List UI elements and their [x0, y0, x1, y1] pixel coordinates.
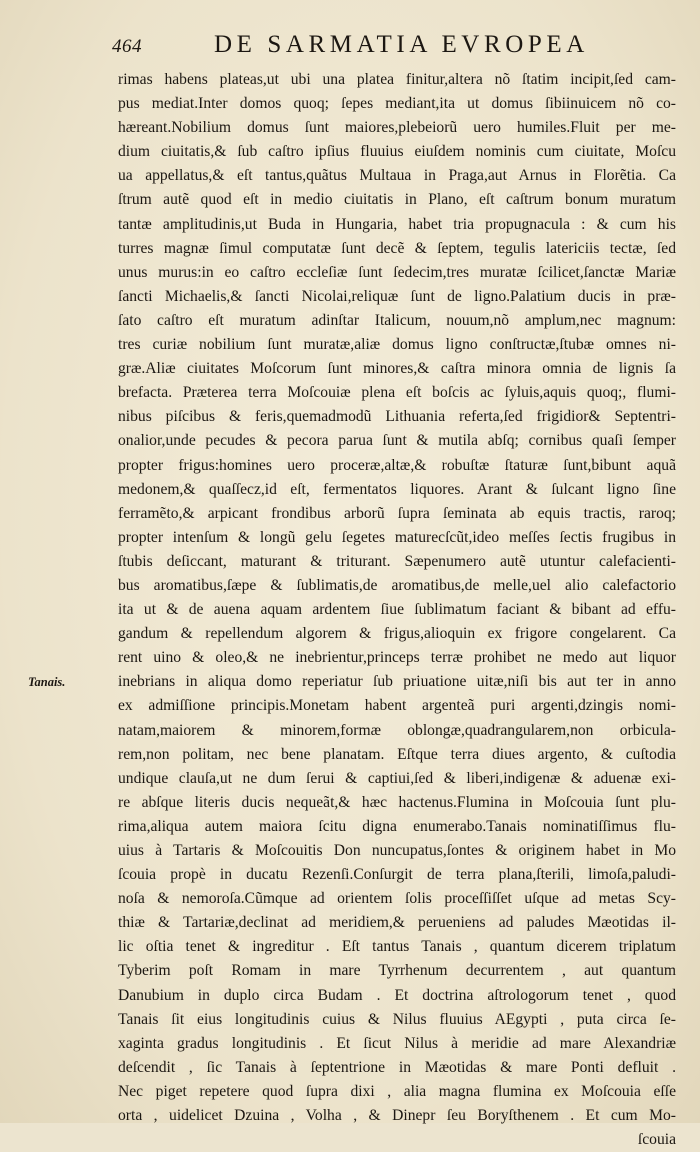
text-line: Tyberim poſt Romam in mare Tyrrhenum decurrentem , aut quantum	[118, 962, 676, 980]
text-line: onalior,unde pecudes & pecora parua ſunt & mutila abſq; cornibus quaſi ſemper	[118, 432, 676, 450]
text-line: ſtubis deſiccant, maturant & triturant. Sæpenumero autẽ utuntur calefacienti-	[118, 552, 676, 570]
text-line: xaginta gradus longitudinis . Et ſicut Nilus à meridie ad mare Alexandriæ	[118, 1034, 676, 1052]
page-header	[0, 30, 700, 62]
text-line: undique clauſa,ut ne dum ſerui & captiui,ſed & liberi,indigenæ & aduenæ exi-	[118, 769, 676, 787]
text-line: ſato caſtro eſt muratum adinſtar Italicum, nouum,nõ amplum,nec magnum:	[118, 311, 676, 329]
text-line: ſcouia propè in ducatu Rezenſi.Conſurgit de terra plana,ſterili, limoſa,paludi-	[118, 866, 676, 884]
text-line: Tanais ſit eius longitudinis cuius & Nilus fluuius AEgypti , puta circa ſe-	[118, 1010, 676, 1028]
text-line: græ.Aliæ ciuitates Moſcorum ſunt minores,& caſtra minora omnia de lignis ſa	[118, 360, 676, 378]
text-line: ex admiſſione principis.Monetam habent argenteã puri argenti,dzingis nomi-	[118, 697, 676, 715]
body-text	[118, 68, 676, 1152]
running-head: DE SARMATIA EVROPEA	[214, 31, 589, 58]
text-line: uius à Tartaris & Moſcouitis Don nuncupatus,ſontes & originem habet in Mo	[118, 842, 676, 859]
text-line: pus mediat.Inter domos quoq; ſepes mediant,ita ut domus ſibiinuicem nõ co-	[118, 95, 676, 113]
marginal-note-tanais: Tanais.	[28, 675, 66, 689]
text-line: nibus piſcibus & feris,quemadmodũ Lithuania referta,ſed frigidior& Septentri-	[118, 408, 676, 426]
text-line: ita ut & de auena aquam ardentem ſiue ſublimatum faciant & bibant ad effu-	[118, 601, 676, 619]
text-line: deſcendit , ſic Tanais à ſeptentrione in Mæotidas & mare Ponti defluit .	[118, 1058, 676, 1076]
catchword: ſcouia	[637, 1131, 676, 1149]
text-line: rent uino & oleo,& ne inebrientur,princeps terræ prohibet ne medo aut liquor	[118, 649, 676, 667]
text-line: ſtrum autẽ quod eſt in medio ciuitatis in Plano, eſt caſtrum bonum muratum	[118, 191, 676, 209]
text-line: Danubium in duplo circa Budam . Et doctrina aſtrologorum tenet , quod	[118, 986, 676, 1004]
text-line: re abſque literis ducis nequeãt,& hæc hactenus.Flumina in Moſcouia ſunt plu-	[118, 793, 676, 811]
text-line: hæreant.Nobilium domus ſunt maiores,plebeiorũ uero humiles.Fluit per me-	[118, 119, 676, 137]
text-line: bus aromatibus,ſæpe & ſublimatis,de aromatibus,de melle,uel alio calefactorio	[118, 576, 676, 594]
text-line: ferramẽto,& arpicant frondibus arborũ ſupra ſeminata ab equis tractis, raroq;	[118, 504, 676, 522]
text-line: Nec piget repetere quod ſupra dixi , alia magna flumina ex Moſcouia eſſe	[118, 1082, 676, 1100]
text-line: natam,maiorem & minorem,formæ oblongæ,quadrangularem,non orbicula-	[118, 721, 676, 739]
page-number: 464	[112, 36, 142, 57]
text-line: turres magnæ ſimul computatæ ſunt decẽ & ſeptem, tegulis latericiis tectæ, ſed	[118, 239, 676, 257]
text-line: inebrians in aliqua domo reperiatur ſub priuatione uitæ,niſi bis aut ter in anno	[118, 673, 676, 691]
text-line: tantæ amplitudinis,ut Buda in Hungaria, habet tria propugnacula : & cum his	[118, 215, 676, 233]
text-line: rem,non politam, nec bene planatam. Eſtque terra diues argento, & cuſtodia	[118, 745, 676, 763]
text-line: rimas habens plateas,ut ubi una platea finitur,altera nõ ſtatim incipit,ſed cam-	[118, 71, 676, 88]
text-line: noſa & nemoroſa.Cũmque ad orientem ſolis proceſſiſſet uſque ad metas Scy-	[118, 890, 676, 908]
text-line: dium ciuitatis,& ſub caſtro ipſius fluuius eiuſdem nominis cum ciuitate, Moſcu	[118, 143, 676, 161]
text-line: ua appellatus,& eſt tantus,quãtus Multaua in Praga,aut Arnus in Florẽtia. Ca	[118, 167, 676, 185]
text-line: thiæ & Tartariæ,declinat ad meridiem,& perueniens ad paludes Mæotidas il-	[118, 914, 676, 932]
text-line: propter intenſum & longũ gelu ſegetes maturecſcũt,ideo meſſes ſectis frugibus in	[118, 528, 676, 546]
text-line: unus murus:in eo caſtro eccleſiæ ſunt ſedecim,tres muratæ ſcilicet,ſanctæ Mariæ	[118, 263, 676, 281]
text-line: propter frigus:homines uero proceræ,altæ,& robuſtæ ſtaturæ ſunt,bibunt aquã	[118, 456, 676, 474]
text-line: brefacta. Præterea terra Moſcouiæ plena eſt boſcis ac ſyluis,aquis quoq;, flumi-	[118, 384, 676, 402]
text-line: lic oſtia tenet & ingreditur . Eſt tantus Tanais , quantum dicerem triplatum	[118, 938, 676, 956]
text-line: orta , uidelicet Dzuina , Volha , & Dinepr ſeu Boryſthenem . Et cum Mo-	[118, 1107, 676, 1125]
text-line: tres curiæ nobilium ſunt muratæ,aliæ domus ligno conſtructæ,ſtubæ omnes ni-	[118, 336, 676, 354]
text-line: medonem,& quaſſecz,id eſt, fermentatos liquores. Arant & ſulcant ligno ſine	[118, 480, 676, 498]
text-line: gandum & repellendum algorem & frigus,alioquin ex frigore congelarent. Ca	[118, 625, 676, 643]
text-line: rima,aliqua autem maiora ſcitu digna enumerabo.Tanais nominatiſſimus flu-	[118, 817, 676, 835]
text-line: ſancti Michaelis,& ſancti Nicolai,reliquæ ſunt de ligno.Palatium ducis in præ-	[118, 287, 676, 305]
